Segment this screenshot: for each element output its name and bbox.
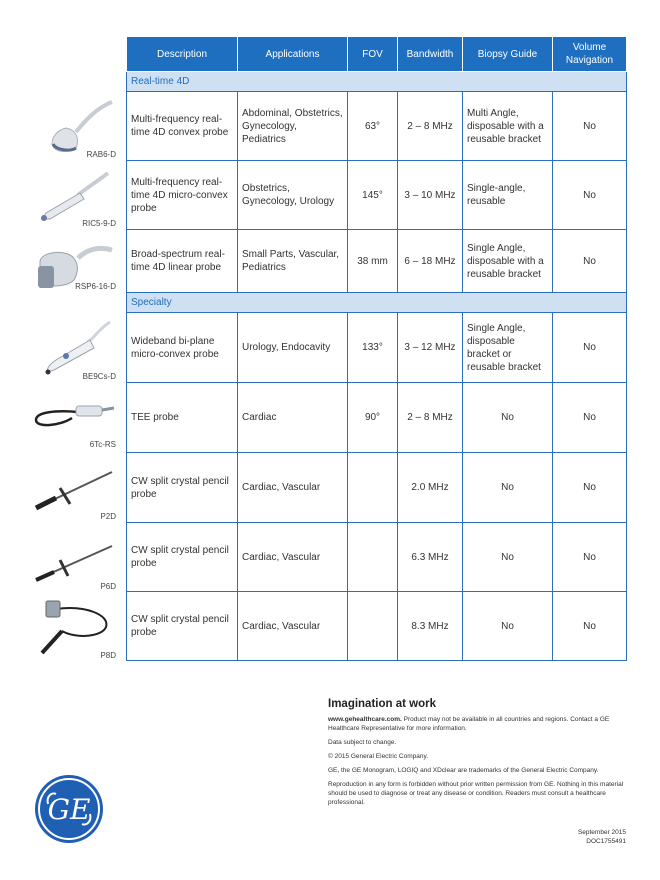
description-cell: Wideband bi-plane micro-convex probe — [127, 313, 238, 383]
applications-cell: Small Parts, Vascular, Pediatrics — [238, 230, 348, 293]
header-description: Description — [127, 37, 238, 72]
probe-spec-table — [126, 36, 627, 661]
applications-cell: Obstetrics, Gynecology, Urology — [238, 161, 348, 230]
section-row — [127, 72, 627, 92]
website-link[interactable]: www.gehealthcare.com. — [328, 716, 402, 723]
pencil-probe-icon — [26, 458, 116, 516]
probe-rab6-d — [20, 92, 126, 161]
probe-label: RIC5-9-D — [82, 219, 116, 228]
description-cell: CW split crystal pencil probe — [127, 592, 238, 661]
footer — [328, 698, 628, 845]
description-cell: Broad-spectrum real-time 4D linear probe — [127, 230, 238, 293]
biopsy-cell: No — [463, 592, 553, 661]
ge-logo-icon — [34, 774, 104, 844]
table-row — [127, 230, 627, 293]
volume-nav-cell: No — [553, 92, 627, 161]
biopsy-cell: Multi Angle, disposable with a reusable bracket — [463, 92, 553, 161]
bandwidth-cell: 2 – 8 MHz — [398, 383, 463, 453]
probe-label: P6D — [100, 582, 116, 591]
biopsy-cell: No — [463, 383, 553, 453]
document-id: DOC1755491 — [586, 838, 626, 845]
fov-cell: 63° — [348, 92, 398, 161]
header-applications: Applications — [238, 37, 348, 72]
probe-label: P8D — [100, 651, 116, 660]
section-title: Specialty — [127, 293, 627, 313]
bandwidth-cell: 6.3 MHz — [398, 523, 463, 592]
logo-text: GE — [47, 793, 91, 826]
biopsy-cell: Single-angle, reusable — [463, 161, 553, 230]
fov-cell — [348, 453, 398, 523]
probe-label: 6Tc-RS — [89, 440, 116, 449]
fov-cell: 145° — [348, 161, 398, 230]
volume-nav-cell: No — [553, 453, 627, 523]
volume-nav-cell: No — [553, 313, 627, 383]
table-row — [127, 92, 627, 161]
volume-nav-cell: No — [553, 523, 627, 592]
bandwidth-cell: 2.0 MHz — [398, 453, 463, 523]
biopsy-cell: No — [463, 453, 553, 523]
fov-cell — [348, 592, 398, 661]
tee-probe-icon — [26, 388, 116, 444]
bandwidth-cell: 6 – 18 MHz — [398, 230, 463, 293]
volume-nav-cell: No — [553, 230, 627, 293]
reproduction-note: Reproduction in any form is forbidden without prior written permission from GE. Nothing in this material should be used to diagnose or treat any disease or condition. Readers must consult a healthcare professional. — [328, 781, 624, 806]
description-cell: CW split crystal pencil probe — [127, 453, 238, 523]
biplane-probe-icon — [26, 318, 116, 378]
probe-rsp6-16-d — [20, 230, 126, 293]
availability-note — [328, 715, 628, 733]
availability-text: Product may not be available in all countries and regions. Contact a GE Healthcare Representative for more information. — [328, 716, 610, 732]
bandwidth-cell: 3 – 10 MHz — [398, 161, 463, 230]
copyright-note: © 2015 General Electric Company. — [328, 753, 429, 760]
fov-cell — [348, 523, 398, 592]
applications-cell: Urology, Endocavity — [238, 313, 348, 383]
volume-nav-cell: No — [553, 161, 627, 230]
applications-cell: Cardiac, Vascular — [238, 523, 348, 592]
probe-p8d — [20, 591, 126, 662]
table-row — [127, 453, 627, 523]
table-row — [127, 161, 627, 230]
biopsy-cell: No — [463, 523, 553, 592]
bandwidth-cell: 3 – 12 MHz — [398, 313, 463, 383]
table-row — [127, 523, 627, 592]
fov-cell: 38 mm — [348, 230, 398, 293]
applications-cell: Cardiac, Vascular — [238, 592, 348, 661]
micro-convex-probe-icon — [26, 167, 116, 225]
applications-cell: Cardiac — [238, 383, 348, 453]
table-row — [127, 313, 627, 383]
convex-probe-icon — [26, 98, 116, 156]
description-cell: Multi-frequency real-time 4D micro-convex probe — [127, 161, 238, 230]
header-bandwidth: Bandwidth — [398, 37, 463, 72]
probe-p6d — [20, 522, 126, 591]
header-biopsy-guide: Biopsy Guide — [463, 37, 553, 72]
probe-ric5-9-d — [20, 161, 126, 230]
probe-label: RAB6-D — [86, 150, 116, 159]
probe-image-column — [20, 36, 126, 662]
header-volume-navigation: Volume Navigation — [553, 37, 627, 72]
probe-be9cs-d — [20, 312, 126, 382]
probe-label: BE9Cs-D — [82, 372, 116, 381]
document-date: September 2015 — [577, 829, 626, 836]
pencil-probe-icon — [26, 597, 116, 657]
probe-label: P2D — [100, 512, 116, 521]
applications-cell: Cardiac, Vascular — [238, 453, 348, 523]
description-cell: Multi-frequency real-time 4D convex probe — [127, 92, 238, 161]
section-row — [127, 293, 627, 313]
probe-p2d — [20, 452, 126, 522]
trademark-note: GE, the GE Monogram, LOGIQ and XDclear are trademarks of the General Electric Company. — [328, 767, 599, 774]
table-row — [127, 383, 627, 453]
description-cell: TEE probe — [127, 383, 238, 453]
bandwidth-cell: 2 – 8 MHz — [398, 92, 463, 161]
section-title: Real-time 4D — [127, 72, 627, 92]
probe-label: RSP6-16-D — [75, 282, 116, 291]
header-fov: FOV — [348, 37, 398, 72]
biopsy-cell: Single Angle, disposable bracket or reusable bracket — [463, 313, 553, 383]
applications-cell: Abdominal, Obstetrics, Gynecology, Pediatrics — [238, 92, 348, 161]
tagline: Imagination at work — [328, 698, 436, 710]
data-subject-note: Data subject to change. — [328, 739, 397, 746]
table-row — [127, 592, 627, 661]
pencil-probe-icon — [26, 528, 116, 586]
document-date-block — [578, 828, 626, 846]
biopsy-cell: Single Angle, disposable with a reusable bracket — [463, 230, 553, 293]
description-cell: CW split crystal pencil probe — [127, 523, 238, 592]
fov-cell: 133° — [348, 313, 398, 383]
probe-6tc-rs — [20, 382, 126, 452]
bandwidth-cell: 8.3 MHz — [398, 592, 463, 661]
volume-nav-cell: No — [553, 592, 627, 661]
fov-cell: 90° — [348, 383, 398, 453]
volume-nav-cell: No — [553, 383, 627, 453]
